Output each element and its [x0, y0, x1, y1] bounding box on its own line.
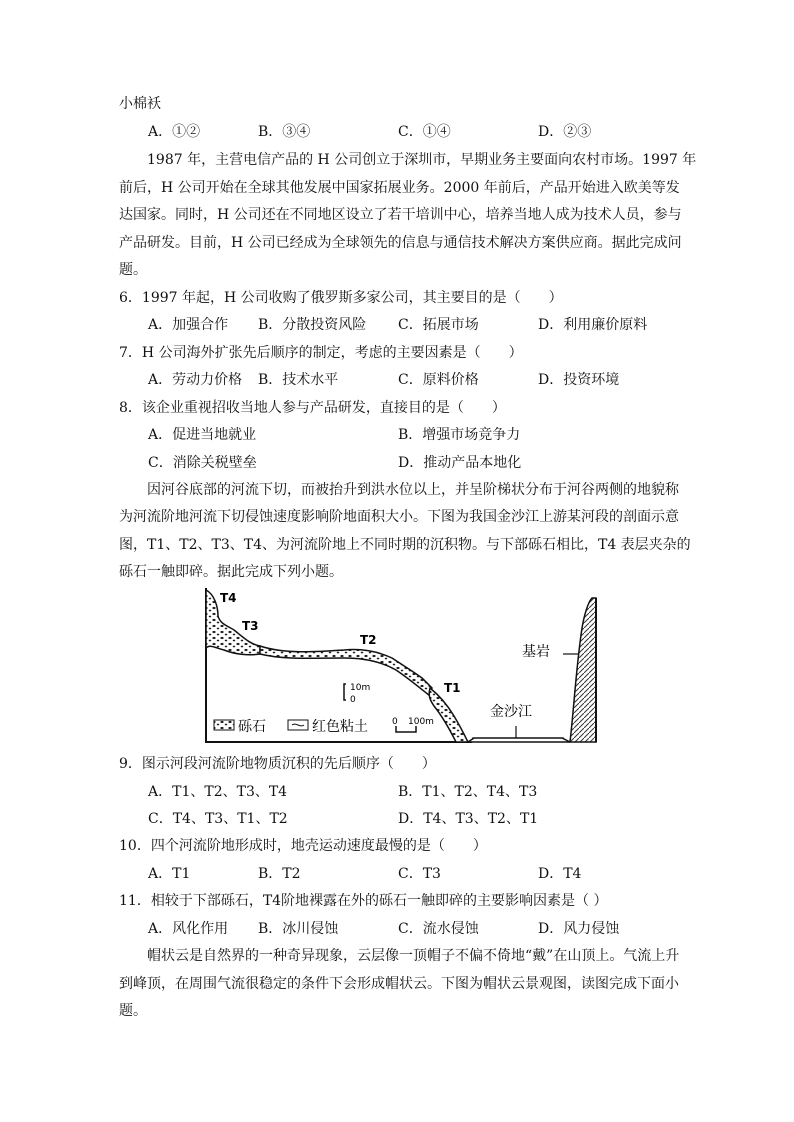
- q8-stem: 8．该企业重视招收当地人参与产品研发，直接目的是（ ）: [119, 400, 506, 416]
- q10-option-c: C．T3: [398, 866, 441, 882]
- river-terrace-cross-section: [204, 588, 600, 744]
- passage1-line-5: 题。: [119, 262, 147, 278]
- q11-option-c: C．流水侵蚀: [398, 921, 479, 937]
- legend-clay-label: 红色粘土: [312, 719, 368, 735]
- q11-option-d: D．风力侵蚀: [538, 921, 620, 937]
- q9-option-a: A．T1、T2、T3、T4: [148, 784, 288, 800]
- q11-stem: 11．相较于下部砾石，T4阶地裸露在外的砾石一触即碎的主要影响因素是（ ）: [119, 893, 608, 909]
- bedrock-cliff: [570, 598, 596, 742]
- q10-option-d: D．T4: [538, 866, 582, 882]
- label-t4: T4: [220, 591, 237, 605]
- q6-option-a: A．加强合作: [148, 317, 229, 333]
- label-river: 金沙江: [490, 704, 532, 720]
- river-channel: [468, 738, 570, 742]
- label-t3: T3: [242, 619, 259, 633]
- q5-option-c: C．①④: [398, 124, 451, 140]
- passage1-line-1: 1987 年，主营电信产品的 H 公司创立于深圳市，早期业务主要面向农村市场。1997 年: [147, 152, 697, 168]
- q6-option-d: D．利用廉价原料: [538, 317, 648, 333]
- passage1-line-4: 产品研发。目前，H 公司已经成为全球领先的信息与通信技术解决方案供应商。据此完成问: [119, 235, 682, 251]
- passage2-line-4: 砾石一触即碎。据此完成下列小题。: [119, 564, 343, 580]
- q5-option-d: D．②③: [538, 124, 592, 140]
- q10-option-b: B．T2: [258, 866, 301, 882]
- q7-option-b: B．技术水平: [258, 372, 339, 388]
- q10-stem: 10．四个河流阶地形成时，地壳运动速度最慢的是（ ）: [119, 838, 487, 854]
- q8-option-a: A．促进当地就业: [148, 427, 257, 443]
- terrace-t1-deposit: [429, 688, 468, 742]
- passage3-line-1: 帽状云是自然界的一种奇异现象，云层像一顶帽子不偏不倚地“戴”在山顶上。气流上升: [147, 948, 680, 964]
- label-hscale-left: 0: [392, 717, 398, 727]
- q11-option-a: A．风化作用: [148, 921, 229, 937]
- label-bedrock: 基岩: [522, 644, 550, 660]
- q7-option-c: C．原料价格: [398, 372, 479, 388]
- q6-option-c: C．拓展市场: [398, 317, 479, 333]
- previous-question-tail: 小棉袄: [119, 96, 161, 112]
- q9-option-c: C．T4、T3、T1、T2: [148, 811, 288, 827]
- q10-option-a: A．T1: [148, 866, 191, 882]
- label-t2: T2: [360, 633, 377, 647]
- q8-option-c: C．消除关税壁垒: [148, 455, 257, 471]
- passage2-line-2: 为河流阶地河流下切侵蚀速度影响阶地面积大小。下图为我国金沙江上游某河段的剖面示意: [119, 509, 679, 525]
- q7-option-d: D．投资环境: [538, 372, 620, 388]
- passage3-line-2: 到峰顶，在周围气流很稳定的条件下会形成帽状云。下图为帽状云景观图，读图完成下面小: [119, 976, 679, 992]
- label-vscale-bottom: 0: [350, 695, 356, 705]
- passage1-line-3: 达国家。同时，H 公司还在不同地区设立了若干培训中心，培养当地人成为技术人员，参与: [119, 207, 682, 223]
- passage3-line-3: 题。: [119, 1003, 147, 1019]
- passage2-line-1: 因河谷底部的河流下切，而被抬升到洪水位以上，并呈阶梯状分布于河谷两侧的地貌称: [147, 482, 679, 498]
- q7-option-a: A．劳动力价格: [148, 372, 243, 388]
- q11-option-b: B．冰川侵蚀: [258, 921, 339, 937]
- passage2-line-3: 图，T1、T2、T3、T4、为河流阶地上不同时期的沉积物。与下部砾石相比，T4 表层夹杂的: [119, 537, 691, 553]
- q8-option-b: B．增强市场竞争力: [398, 427, 521, 443]
- q7-stem: 7．H 公司海外扩张先后顺序的制定，考虑的主要因素是（ ）: [119, 345, 523, 361]
- q6-stem: 6．1997 年起，H 公司收购了俄罗斯多家公司，其主要目的是（ ）: [119, 290, 563, 306]
- label-vscale-top: 10m: [350, 683, 371, 693]
- legend-gravel-label: 砾石: [238, 719, 266, 735]
- q5-option-b: B．③④: [258, 124, 311, 140]
- q9-option-d: D．T4、T3、T2、T1: [398, 811, 539, 827]
- cross-section-drawing: [204, 588, 600, 744]
- legend-gravel-swatch: [214, 720, 234, 730]
- q8-option-d: D．推动产品本地化: [398, 455, 522, 471]
- q5-option-a: A．①②: [148, 124, 201, 140]
- q9-stem: 9．图示河段河流阶地物质沉积的先后顺序（ ）: [119, 756, 436, 772]
- vertical-scale-bar: [344, 684, 346, 700]
- q6-option-b: B．分散投资风险: [258, 317, 367, 333]
- label-hscale-right: 100m: [408, 717, 434, 727]
- terrace-t2-deposit: [260, 646, 432, 696]
- passage1-line-2: 前后，H 公司开始在全球其他发展中国家拓展业务。2000 年前后，产品开始进入欧美等发: [119, 180, 680, 196]
- q9-option-b: B．T1、T2、T4、T3: [398, 784, 538, 800]
- label-t1: T1: [444, 681, 461, 695]
